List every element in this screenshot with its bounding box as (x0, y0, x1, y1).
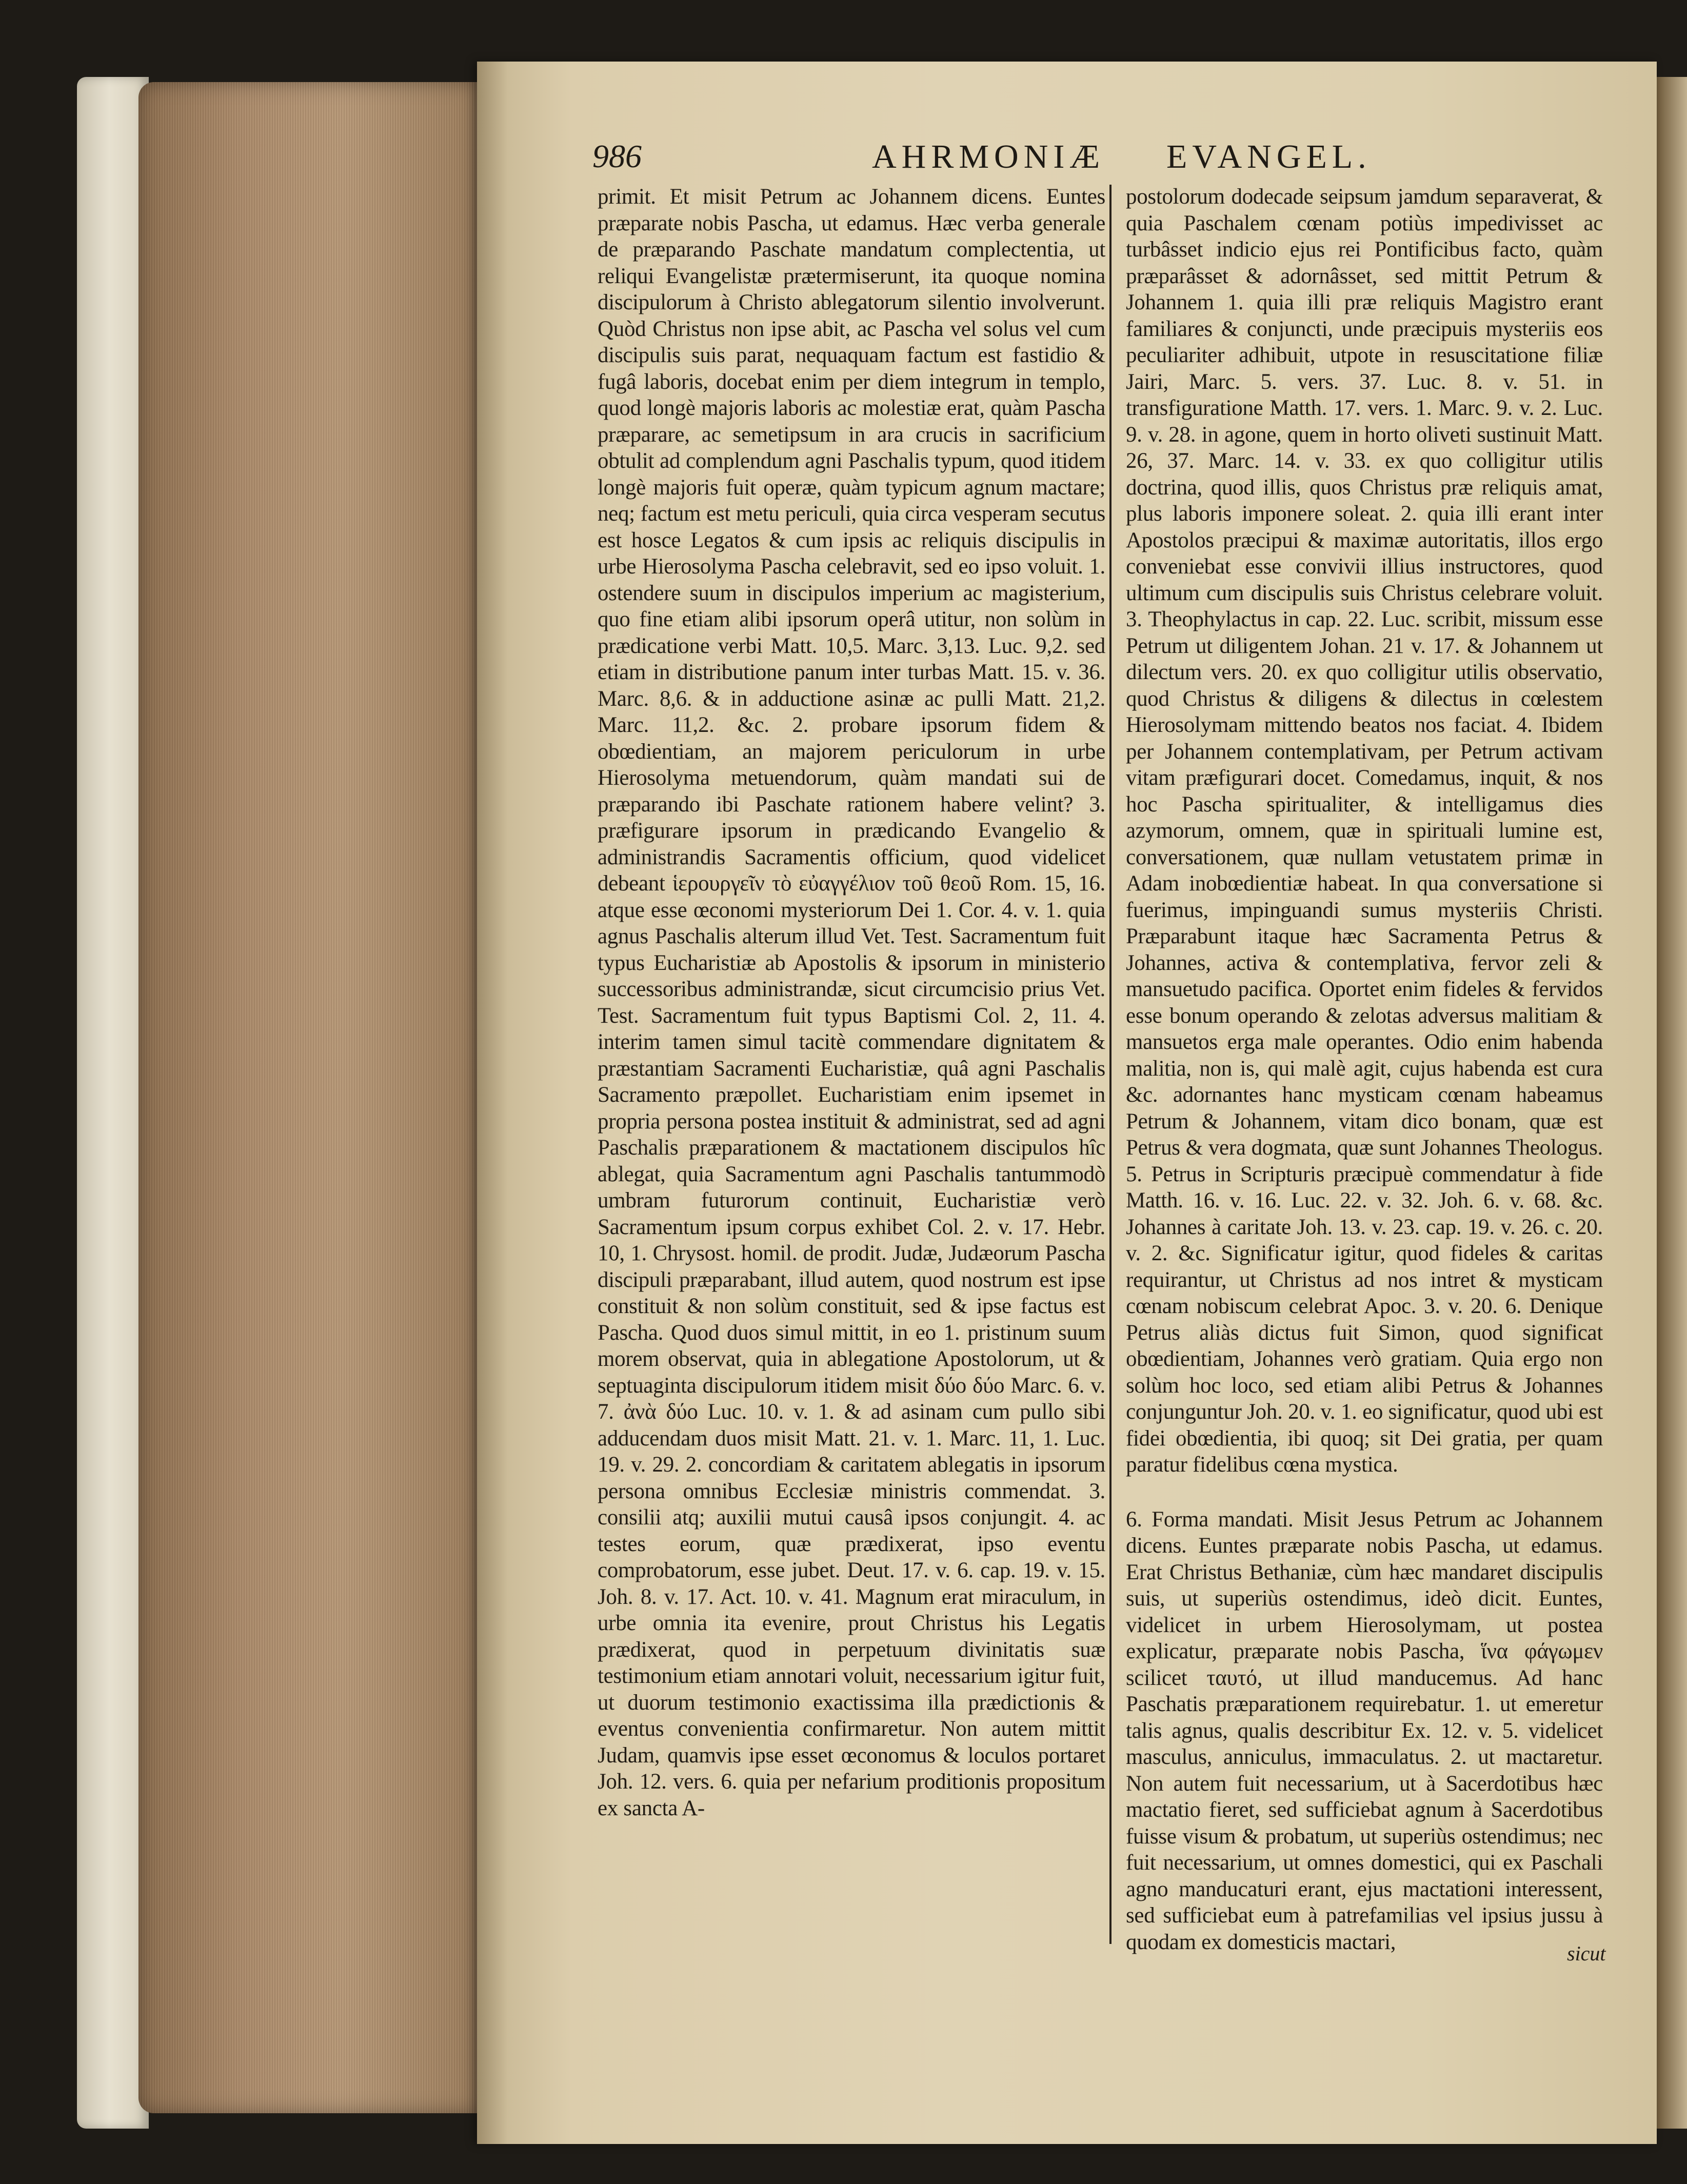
page-edges (138, 82, 477, 2113)
column-rule (1109, 185, 1112, 1944)
page-number: 986 (592, 138, 642, 174)
running-title-right: EVANGEL. (1166, 138, 1372, 175)
left-column (598, 184, 1105, 1821)
running-title (872, 137, 1433, 176)
facing-page-edge (1657, 77, 1687, 2129)
paragraph-gap (1126, 1478, 1603, 1506)
book-cover (77, 77, 149, 2129)
right-column-paragraph: postolorum dodecade seipsum jamdum separaverat, & quia Paschalem cœnam potiùs impedivisset ac turbâsset indicio ejus rei Pontificibus facto, quàm præparâsset & adornâsset, sed mittit Petrum & Johannem 1. quia illi præ reliquis Magistro erant familiares & conjuncti, unde præcipuis mysteriis eos peculiariter adhibuit, utpote in resuscitatione filiæ Jairi, Marc. 5. vers. 37. Luc. 8. v. 51. in transfiguratione Matth. 17. vers. 1. Marc. 9. v. 2. Luc. 9. v. 28. in agone, quem in horto oliveti sustinuit Matt. 26, 37. Marc. 14. v. 33. ex quo colligitur utilis doctrina, quod illis, quos Christus præ reliquis amat, plus laboris imponere soleat. 2. quia illi erant inter Apostolos præcipui & maximæ autoritatis, illos ergo conveniebat esse convivii illius instructores, quod ultimum cum discipulis suis Christus celebrare voluit. 3. Theophylactus in cap. 22. Luc. scribit, missum esse Petrum ut diligentem Johan. 21 v. 17. & Johannem ut dilectum vers. 20. ex quo colligitur utilis observatio, quod Christus & diligens & dilectus in cœlestem Hierosolymam mittendo beatos nos faciat. 4. Ibidem per Johannem contemplativam, per Petrum activam vitam præfigurari docet. Comedamus, inquit, & nos hoc Pascha spiritualiter, & intelligamus dies azymorum, omnem, quæ in spirituali lumine est, conversationem, quæ nullam vetustatem primæ in Adam inobœdientiæ habeat. In qua conversatione si fuerimus, impinguandi sumus mysteriis Christi. Præparabunt itaque hæc Sacramenta Petrus & Johannes, activa & contemplativa, fervor zeli & mansuetudo pacifica. Oportet enim fideles & fervidos esse bonum operando & zelotas adversus malitiam & mansuetos erga male operantes. Odio enim habenda malitia, non is, qui malè agit, cujus habenda est cura &c. adornantes hanc mysticam cœnam habeamus Petrum & Johannem, vitam dico bonam, quæ est Petrus & vera dogmata, quæ sunt Johannes Theologus. 5. Petrus in Scripturis præcipuè commendatur à fide Matth. 16. v. 16. Luc. 22. v. 32. Joh. 6. v. 68. &c. Johannes à caritate Joh. 13. v. 23. cap. 19. v. 26. c. 20. v. 2. &c. Significatur igitur, quod fideles & caritas requirantur, ut Christus ad nos intret & mysticam cœnam nobiscum celebrat Apoc. 3. v. 20. 6. Denique Petrus aliàs dictus fuit Simon, quod significat obœdientiam, Johannes verò gratiam. Quia ergo non solùm hoc loco, sed etiam alibi Petrus & Johannes conjunguntur Joh. 20. v. 1. eo significatur, quod ubi est fidei obœdientia, ibi quoq; sit Dei gratia, per quam paratur fidelibus cœna mystica. (1126, 185, 1603, 1477)
right-column (1126, 184, 1603, 1955)
catchword: sicut (1567, 1942, 1606, 1965)
running-title-left: AHRMONIÆ (872, 138, 1105, 175)
right-column-paragraph: 6. Forma mandati. Misit Jesus Petrum ac Johannem dicens. Euntes præparate nobis Pascha, ut edamus. Erat Christus Bethaniæ, cùm hæc mandaret discipulis suis, ut superiùs ostendimus, ideò dicit. Euntes, videlicet in urbem Hierosolymam, ut postea explicatur, præparate nobis Pascha, ἵνα φάγωμεν scilicet ταυτό, ut illud manducemus. Ad hanc Paschatis præparationem requirebatur. 1. ut emeretur talis agnus, qualis describitur Ex. 12. v. 5. videlicet masculus, anniculus, immaculatus. 2. ut mactaretur. Non autem fuit necessarium, ut à Sacerdotibus hæc mactatio fieret, sed sufficiebat agnum à Sacerdotibus fuisse visum & probatum, ut superiùs ostendimus; nec fuit necessarium, ut omnes domestici, qui ex Paschali agno manducaturi erant, ejus mactationi interessent, sed sufficiebat eum à patrefamilias vel ipsius jussu à quodam ex domesticis mactari, (1126, 1507, 1603, 1954)
left-column-text: primit. Et misit Petrum ac Johannem dicens. Euntes præparate nobis Pascha, ut edamus. Hæc verba generale de præparando Paschate mandatum complectentia, ut reliqui Evangelistæ prætermiserunt, ita quoque nomina discipulorum à Christo ablegatorum silentio involverunt. Quòd Christus non ipse abit, ac Pascha vel solus vel cum discipulis suis parat, nequaquam factum est fastidio & fugâ laboris, docebat enim per diem integrum in templo, quod longè majoris laboris ac molestiæ erat, quàm Pascha præparare, ac semetipsum in ara crucis in sacrificium obtulit ad complendum agni Paschalis typum, quod itidem longè majoris fuit operæ, quàm typicum agnum mactare; neq; factum est metu periculi, quia circa vesperam secutus est hosce Legatos & cum ipsis ac reliquis discipulis in urbe Hierosolyma Pascha celebravit, sed eo ipso voluit. 1. ostendere suum in discipulos imperium ac magisterium, quo fine etiam alibi ipsorum operâ utitur, non solùm in prædicatione verbi Matt. 10,5. Marc. 3,13. Luc. 9,2. sed etiam in distributione panum inter turbas Matt. 15. v. 36. Marc. 8,6. & in adductione asinæ ac pulli Matt. 21,2. Marc. 11,2. &c. 2. probare ipsorum fidem & obœdientiam, an majorem periculorum in urbe Hierosolyma metuendorum, quàm mandati sui de præparando ibi Paschate rationem habere velint? 3. præfigurare ipsorum in prædicando Evangelio & administrandis Sacramentis officium, quod videlicet debeant ἱερουργεῖν τὸ εὐαγγέλιον τοῦ θεοῦ Rom. 15, 16. atque esse œconomi mysteriorum Dei 1. Cor. 4. v. 1. quia agnus Paschalis alterum illud Vet. Test. Sacramentum fuit typus Eucharistiæ ab Apostolis & ipsorum in ministerio successoribus administrandæ, sicut circumcisio prius Vet. Test. Sacramentum fuit typus Baptismi Col. 2, 11. 4. interim tamen simul tacitè commendare dignitatem & præstantiam Sacramenti Eucharistiæ, quâ agni Paschalis Sacramento præpollet. Eucharistiam enim ipsemet in propria persona postea instituit & administrat, sed ad agni Paschalis præparationem & mactationem discipulos hîc ablegat, quia Sacramentum agni Paschalis tantummodò umbram futurorum continuit, Eucharistiæ verò Sacramentum ipsum corpus exhibet Col. 2. v. 17. Hebr. 10, 1. Chrysost. homil. de prodit. Judæ, Judæorum Pascha discipuli præparabant, illud autem, quod nostrum est ipse constituit & non solùm constituit, sed & ipse factus est Pascha. Quod duos simul mittit, in eo 1. pristinum suum morem observat, quia in ablegatione Apostolorum, ut & septuaginta discipulorum itidem misit δύο δύο Marc. 6. v. 7. ἀνὰ δύο Luc. 10. v. 1. & ad asinam cum pullo sibi adducendam duos misit Matt. 21. v. 1. Marc. 11, 1. Luc. 19. v. 29. 2. concordiam & caritatem ablegatis in ipsorum persona omnibus Ecclesiæ ministris commendat. 3. consilii atq; auxilii mutui causâ ipsos conjungit. 4. ac testes eorum, quæ prædixerat, ipso eventu comprobatorum, esse jubet. Deut. 17. v. 6. cap. 19. v. 15. Joh. 8. v. 17. Act. 10. v. 41. Magnum erat miraculum, in urbe omnia ita evenire, prout Christus his Legatis prædixerat, quod in perpetuum divinitatis suæ testimonium etiam annotari voluit, necessarium igitur fuit, ut duorum testimonio exactissima illa prædictionis & eventus convenientia confirmaretur. Non autem mittit Judam, quamvis ipse esset œconomus & loculos portaret Joh. 12. vers. 6. quia per nefarium proditionis propositum ex sancta A- (598, 185, 1105, 1820)
